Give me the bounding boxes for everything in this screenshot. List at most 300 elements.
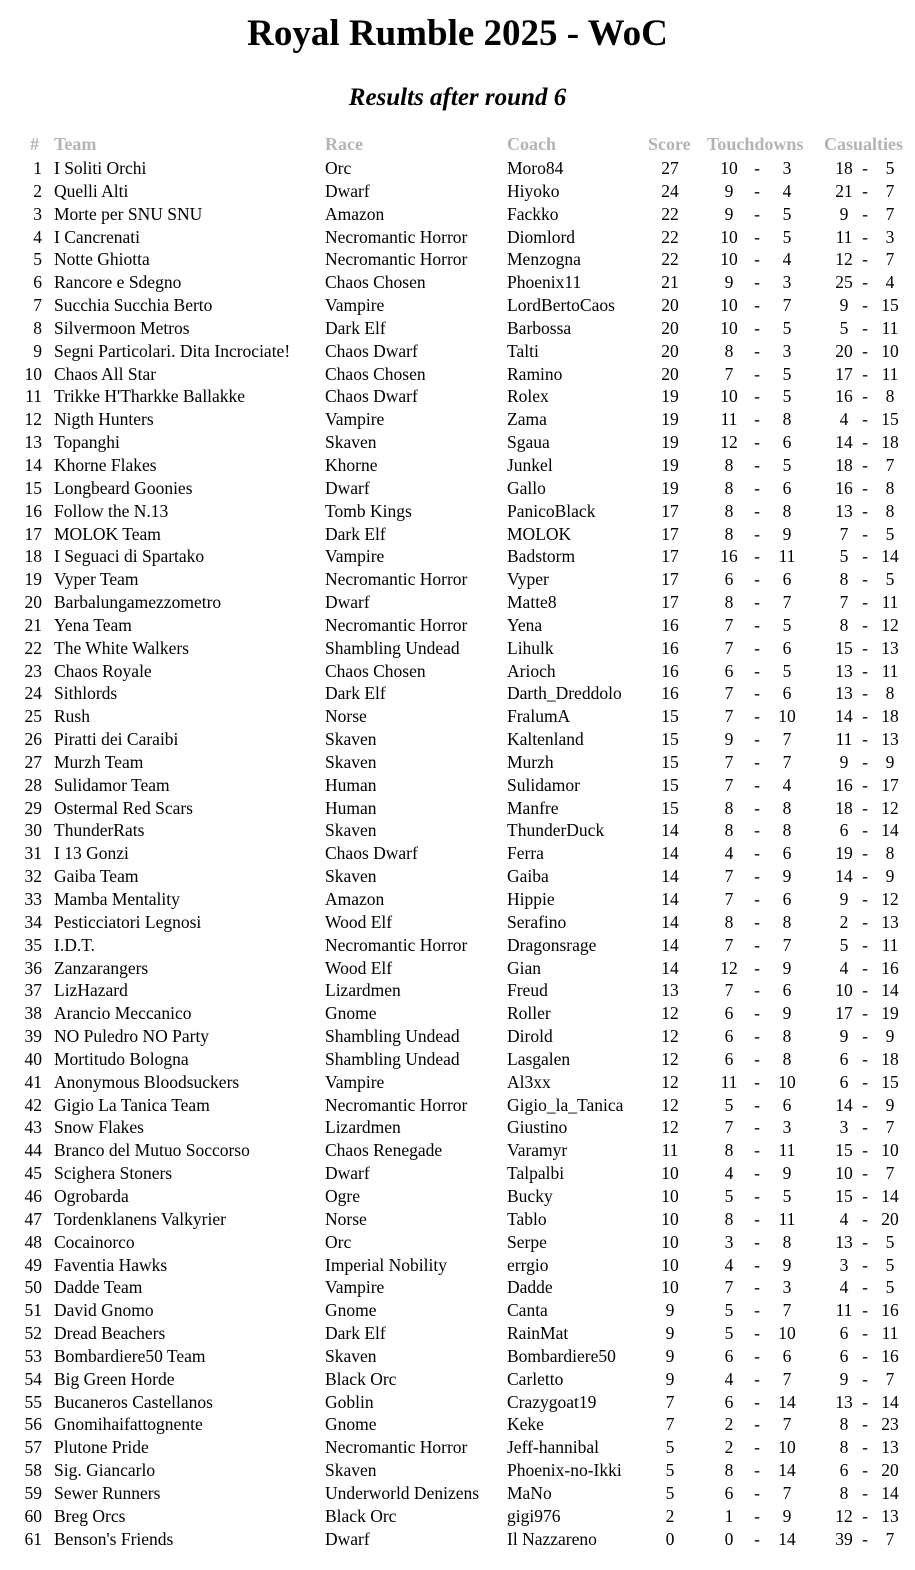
coach-cell: Jeff-hannibal bbox=[507, 1437, 600, 1458]
casualties-separator: - bbox=[862, 158, 868, 178]
coach-cell: MaNo bbox=[507, 1482, 552, 1503]
score-cell: 14 bbox=[661, 820, 679, 841]
casualties-separator: - bbox=[862, 340, 868, 361]
touchdowns-separator: - bbox=[754, 980, 760, 1001]
casualties-for-cell: 12 bbox=[835, 249, 853, 270]
casualties-against-cell: 14 bbox=[881, 546, 899, 567]
coach-cell: Gigio_la_Tanica bbox=[507, 1094, 624, 1115]
casualties-against-cell: 9 bbox=[885, 866, 895, 887]
casualties-against-cell: 16 bbox=[881, 1300, 899, 1321]
team-cell: Notte Ghiotta bbox=[54, 249, 150, 270]
casualties-for-cell: 19 bbox=[835, 843, 853, 864]
team-cell: Pesticciatori Legnosi bbox=[54, 911, 202, 932]
table-row bbox=[0, 431, 915, 454]
race-cell: Dark Elf bbox=[325, 1323, 386, 1344]
casualties-for-cell: 14 bbox=[835, 1094, 853, 1115]
team-cell: Bucaneros Castellanos bbox=[54, 1391, 213, 1412]
table-row bbox=[0, 1025, 915, 1048]
touchdowns-separator: - bbox=[754, 957, 760, 978]
casualties-for-cell: 14 bbox=[835, 432, 853, 453]
casualties-against-cell: 18 bbox=[881, 706, 899, 727]
casualties-against-cell: 11 bbox=[881, 317, 899, 338]
casualties-for-cell: 14 bbox=[835, 706, 853, 727]
coach-cell: Al3xx bbox=[507, 1071, 551, 1092]
table-row bbox=[0, 317, 915, 340]
team-cell: Branco del Mutuo Soccorso bbox=[54, 1140, 250, 1161]
score-cell: 15 bbox=[661, 797, 679, 818]
casualties-against-cell: 5 bbox=[885, 1231, 895, 1252]
team-cell: Silvermoon Metros bbox=[54, 317, 190, 338]
coach-cell: PanicoBlack bbox=[507, 500, 596, 521]
rank-cell: 29 bbox=[24, 797, 42, 818]
score-cell: 10 bbox=[661, 1185, 679, 1206]
casualties-separator: - bbox=[862, 1528, 868, 1549]
score-cell: 16 bbox=[661, 660, 679, 681]
touchdowns-separator: - bbox=[754, 706, 760, 727]
score-cell: 5 bbox=[665, 1482, 675, 1503]
race-cell: Imperial Nobility bbox=[325, 1254, 447, 1275]
casualties-for-cell: 25 bbox=[835, 272, 853, 293]
touchdowns-for-cell: 6 bbox=[724, 1391, 734, 1412]
casualties-separator: - bbox=[862, 363, 868, 384]
race-cell: Black Orc bbox=[325, 1368, 397, 1389]
rank-cell: 8 bbox=[33, 317, 42, 338]
touchdowns-separator: - bbox=[754, 1231, 760, 1252]
casualties-separator: - bbox=[862, 569, 868, 590]
touchdowns-against-cell: 11 bbox=[778, 1140, 796, 1161]
touchdowns-against-cell: 6 bbox=[782, 1094, 792, 1115]
table-row bbox=[0, 979, 915, 1002]
touchdowns-separator: - bbox=[754, 843, 760, 864]
touchdowns-separator: - bbox=[754, 158, 760, 178]
coach-cell: Crazygoat19 bbox=[507, 1391, 597, 1412]
casualties-for-cell: 9 bbox=[839, 1368, 849, 1389]
race-cell: Tomb Kings bbox=[325, 500, 412, 521]
coach-cell: Freud bbox=[507, 980, 548, 1001]
casualties-against-cell: 5 bbox=[885, 1277, 895, 1298]
score-cell: 9 bbox=[665, 1345, 675, 1366]
casualties-separator: - bbox=[862, 1482, 868, 1503]
touchdowns-separator: - bbox=[754, 774, 760, 795]
touchdowns-separator: - bbox=[754, 660, 760, 681]
casualties-separator: - bbox=[862, 1117, 868, 1138]
touchdowns-against-cell: 10 bbox=[778, 1323, 796, 1344]
score-cell: 12 bbox=[661, 1026, 679, 1047]
table-header bbox=[0, 134, 915, 156]
touchdowns-separator: - bbox=[754, 729, 760, 750]
coach-cell: Lihulk bbox=[507, 637, 554, 658]
coach-cell: Ferra bbox=[507, 843, 544, 864]
touchdowns-for-cell: 12 bbox=[720, 957, 738, 978]
table-row bbox=[0, 1116, 915, 1139]
team-cell: I 13 Gonzi bbox=[54, 843, 129, 864]
casualties-for-cell: 4 bbox=[839, 1208, 849, 1229]
touchdowns-for-cell: 12 bbox=[720, 432, 738, 453]
team-cell: LizHazard bbox=[54, 980, 128, 1001]
casualties-against-cell: 7 bbox=[885, 1528, 895, 1549]
table-row bbox=[0, 1254, 915, 1277]
team-cell: Yena Team bbox=[54, 614, 132, 635]
casualties-separator: - bbox=[862, 797, 868, 818]
score-cell: 19 bbox=[661, 454, 679, 475]
coach-cell: Il Nazzareno bbox=[507, 1528, 597, 1549]
coach-cell: Canta bbox=[507, 1300, 548, 1321]
team-cell: Gigio La Tanica Team bbox=[54, 1094, 210, 1115]
score-cell: 10 bbox=[661, 1231, 679, 1252]
coach-cell: Manfre bbox=[507, 797, 559, 818]
casualties-for-cell: 13 bbox=[835, 683, 853, 704]
race-cell: Amazon bbox=[325, 889, 385, 909]
coach-cell: Dadde bbox=[507, 1277, 553, 1298]
team-cell: NO Puledro NO Party bbox=[54, 1026, 210, 1047]
casualties-for-cell: 6 bbox=[839, 1071, 849, 1092]
team-cell: Trikke H'Tharkke Ballakke bbox=[54, 386, 246, 407]
score-cell: 12 bbox=[661, 1071, 679, 1092]
touchdowns-separator: - bbox=[754, 432, 760, 453]
casualties-separator: - bbox=[862, 1094, 868, 1115]
touchdowns-against-cell: 5 bbox=[782, 203, 792, 224]
coach-cell: Talti bbox=[507, 340, 539, 361]
casualties-for-cell: 17 bbox=[835, 363, 853, 384]
coach-cell: Talpalbi bbox=[507, 1163, 565, 1184]
rank-cell: 47 bbox=[24, 1208, 42, 1229]
table-row bbox=[0, 340, 915, 363]
touchdowns-separator: - bbox=[754, 911, 760, 932]
table-row bbox=[0, 842, 915, 865]
rank-cell: 43 bbox=[24, 1117, 42, 1138]
table-row bbox=[0, 477, 915, 500]
touchdowns-for-cell: 2 bbox=[724, 1414, 734, 1435]
rank-cell: 32 bbox=[24, 866, 42, 887]
casualties-separator: - bbox=[862, 180, 868, 201]
race-cell: Vampire bbox=[325, 546, 385, 567]
casualties-for-cell: 16 bbox=[835, 477, 853, 498]
touchdowns-separator: - bbox=[754, 614, 760, 635]
touchdowns-for-cell: 6 bbox=[724, 1345, 734, 1366]
touchdowns-against-cell: 9 bbox=[782, 1163, 792, 1184]
team-cell: Benson's Friends bbox=[54, 1528, 174, 1549]
race-cell: Skaven bbox=[325, 866, 377, 887]
rank-cell: 23 bbox=[24, 660, 42, 681]
coach-cell: ThunderDuck bbox=[507, 820, 605, 841]
team-cell: Gnomihaifattognente bbox=[54, 1414, 203, 1435]
casualties-for-cell: 11 bbox=[835, 226, 853, 247]
casualties-for-cell: 3 bbox=[839, 1117, 849, 1138]
table-row bbox=[0, 705, 915, 728]
race-cell: Amazon bbox=[325, 203, 385, 224]
race-cell: Wood Elf bbox=[325, 957, 393, 978]
casualties-against-cell: 14 bbox=[881, 980, 899, 1001]
touchdowns-for-cell: 7 bbox=[724, 866, 734, 887]
team-cell: I Soliti Orchi bbox=[54, 158, 147, 178]
touchdowns-against-cell: 5 bbox=[782, 226, 792, 247]
casualties-for-cell: 8 bbox=[839, 614, 849, 635]
casualties-against-cell: 20 bbox=[881, 1208, 899, 1229]
table-row bbox=[0, 1413, 915, 1436]
coach-cell: Dirold bbox=[507, 1026, 553, 1047]
casualties-against-cell: 7 bbox=[885, 1163, 895, 1184]
coach-cell: Gian bbox=[507, 957, 542, 978]
touchdowns-separator: - bbox=[754, 226, 760, 247]
touchdowns-for-cell: 7 bbox=[724, 1277, 734, 1298]
rank-cell: 20 bbox=[24, 592, 42, 613]
rank-cell: 34 bbox=[24, 911, 42, 932]
casualties-for-cell: 16 bbox=[835, 386, 853, 407]
table-row bbox=[0, 157, 915, 180]
coach-cell: Phoenix11 bbox=[507, 272, 582, 293]
casualties-against-cell: 5 bbox=[885, 1254, 895, 1275]
touchdowns-separator: - bbox=[754, 203, 760, 224]
touchdowns-separator: - bbox=[754, 477, 760, 498]
casualties-separator: - bbox=[862, 1323, 868, 1344]
touchdowns-for-cell: 10 bbox=[720, 158, 738, 178]
team-cell: Longbeard Goonies bbox=[54, 477, 193, 498]
casualties-against-cell: 8 bbox=[885, 386, 895, 407]
touchdowns-against-cell: 3 bbox=[782, 1117, 792, 1138]
race-cell: Skaven bbox=[325, 1460, 377, 1481]
casualties-against-cell: 11 bbox=[881, 592, 899, 613]
score-cell: 22 bbox=[661, 203, 679, 224]
rank-cell: 40 bbox=[24, 1048, 42, 1069]
rank-cell: 44 bbox=[24, 1140, 42, 1161]
casualties-for-cell: 18 bbox=[835, 797, 853, 818]
casualties-against-cell: 9 bbox=[885, 1026, 895, 1047]
coach-cell: RainMat bbox=[507, 1323, 569, 1344]
coach-cell: Zama bbox=[507, 409, 547, 430]
rank-cell: 58 bbox=[24, 1460, 42, 1481]
touchdowns-separator: - bbox=[754, 1163, 760, 1184]
casualties-against-cell: 13 bbox=[881, 637, 899, 658]
casualties-against-cell: 15 bbox=[881, 409, 899, 430]
casualties-separator: - bbox=[862, 980, 868, 1001]
race-cell: Necromantic Horror bbox=[325, 226, 468, 247]
casualties-for-cell: 18 bbox=[835, 158, 853, 178]
coach-cell: Sulidamor bbox=[507, 774, 580, 795]
touchdowns-separator: - bbox=[754, 180, 760, 201]
rank-cell: 10 bbox=[24, 363, 42, 384]
score-cell: 15 bbox=[661, 751, 679, 772]
score-cell: 20 bbox=[661, 317, 679, 338]
team-cell: Bombardiere50 Team bbox=[54, 1345, 206, 1366]
score-cell: 17 bbox=[661, 500, 679, 521]
coach-cell: MOLOK bbox=[507, 523, 572, 544]
touchdowns-against-cell: 7 bbox=[782, 1482, 792, 1503]
touchdowns-against-cell: 7 bbox=[782, 934, 792, 955]
touchdowns-against-cell: 8 bbox=[782, 1026, 792, 1047]
casualties-for-cell: 4 bbox=[839, 409, 849, 430]
table-row bbox=[0, 1048, 915, 1071]
touchdowns-separator: - bbox=[754, 1482, 760, 1503]
casualties-against-cell: 19 bbox=[881, 1003, 899, 1024]
rank-cell: 41 bbox=[24, 1071, 42, 1092]
touchdowns-separator: - bbox=[754, 1528, 760, 1549]
touchdowns-against-cell: 10 bbox=[778, 1437, 796, 1458]
touchdowns-against-cell: 7 bbox=[782, 295, 792, 316]
casualties-for-cell: 11 bbox=[835, 1300, 853, 1321]
team-cell: Vyper Team bbox=[54, 569, 139, 590]
casualties-separator: - bbox=[862, 249, 868, 270]
casualties-against-cell: 8 bbox=[885, 843, 895, 864]
casualties-for-cell: 8 bbox=[839, 1482, 849, 1503]
coach-cell: Keke bbox=[507, 1414, 544, 1435]
team-cell: Gaiba Team bbox=[54, 866, 139, 887]
race-cell: Chaos Chosen bbox=[325, 272, 426, 293]
coach-cell: Fackko bbox=[507, 203, 559, 224]
casualties-for-cell: 9 bbox=[839, 751, 849, 772]
team-cell: MOLOK Team bbox=[54, 523, 161, 544]
score-cell: 15 bbox=[661, 774, 679, 795]
touchdowns-against-cell: 6 bbox=[782, 683, 792, 704]
casualties-separator: - bbox=[862, 1345, 868, 1366]
casualties-for-cell: 13 bbox=[835, 1391, 853, 1412]
casualties-against-cell: 10 bbox=[881, 1140, 899, 1161]
casualties-against-cell: 12 bbox=[881, 889, 899, 909]
race-cell: Khorne bbox=[325, 454, 378, 475]
casualties-for-cell: 15 bbox=[835, 1140, 853, 1161]
casualties-separator: - bbox=[862, 592, 868, 613]
casualties-for-cell: 4 bbox=[839, 1277, 849, 1298]
touchdowns-against-cell: 6 bbox=[782, 889, 792, 909]
casualties-separator: - bbox=[862, 934, 868, 955]
table-row bbox=[0, 774, 915, 797]
casualties-separator: - bbox=[862, 1231, 868, 1252]
touchdowns-against-cell: 6 bbox=[782, 432, 792, 453]
rank-cell: 27 bbox=[24, 751, 42, 772]
casualties-against-cell: 12 bbox=[881, 797, 899, 818]
coach-cell: Moro84 bbox=[507, 158, 564, 178]
race-cell: Necromantic Horror bbox=[325, 1094, 468, 1115]
touchdowns-against-cell: 8 bbox=[782, 1048, 792, 1069]
casualties-for-cell: 2 bbox=[839, 911, 849, 932]
race-cell: Skaven bbox=[325, 751, 377, 772]
race-cell: Lizardmen bbox=[325, 980, 401, 1001]
casualties-against-cell: 7 bbox=[885, 203, 895, 224]
table-row bbox=[0, 591, 915, 614]
casualties-for-cell: 3 bbox=[839, 1254, 849, 1275]
race-cell: Dwarf bbox=[325, 592, 370, 613]
touchdowns-against-cell: 7 bbox=[782, 1414, 792, 1435]
rank-cell: 31 bbox=[24, 843, 42, 864]
casualties-against-cell: 18 bbox=[881, 432, 899, 453]
score-cell: 14 bbox=[661, 866, 679, 887]
touchdowns-separator: - bbox=[754, 1323, 760, 1344]
casualties-against-cell: 7 bbox=[885, 1368, 895, 1389]
touchdowns-for-cell: 9 bbox=[724, 180, 734, 201]
page-title: Royal Rumble 2025 - WoC bbox=[247, 13, 668, 54]
casualties-against-cell: 13 bbox=[881, 1437, 899, 1458]
rank-cell: 52 bbox=[24, 1323, 42, 1344]
score-cell: 19 bbox=[661, 477, 679, 498]
casualties-separator: - bbox=[862, 1208, 868, 1229]
touchdowns-for-cell: 8 bbox=[724, 1208, 734, 1229]
touchdowns-separator: - bbox=[754, 409, 760, 430]
touchdowns-for-cell: 7 bbox=[724, 363, 734, 384]
team-cell: Murzh Team bbox=[54, 751, 144, 772]
casualties-for-cell: 6 bbox=[839, 1460, 849, 1481]
casualties-separator: - bbox=[862, 1368, 868, 1389]
race-cell: Chaos Renegade bbox=[325, 1140, 443, 1161]
touchdowns-against-cell: 8 bbox=[782, 820, 792, 841]
casualties-separator: - bbox=[862, 454, 868, 475]
rank-cell: 16 bbox=[24, 500, 42, 521]
coach-cell: FralumA bbox=[507, 706, 571, 727]
race-cell: Gnome bbox=[325, 1003, 377, 1024]
casualties-for-cell: 7 bbox=[839, 523, 849, 544]
touchdowns-against-cell: 8 bbox=[782, 797, 792, 818]
casualties-against-cell: 18 bbox=[881, 1048, 899, 1069]
race-cell: Norse bbox=[325, 1208, 367, 1229]
touchdowns-against-cell: 6 bbox=[782, 569, 792, 590]
race-cell: Dwarf bbox=[325, 477, 370, 498]
race-cell: Shambling Undead bbox=[325, 1048, 460, 1069]
rank-cell: 54 bbox=[24, 1368, 42, 1389]
race-cell: Dwarf bbox=[325, 180, 370, 201]
touchdowns-separator: - bbox=[754, 272, 760, 293]
casualties-separator: - bbox=[862, 729, 868, 750]
team-cell: Cocainorco bbox=[54, 1231, 135, 1252]
score-cell: 12 bbox=[661, 1117, 679, 1138]
casualties-separator: - bbox=[862, 1140, 868, 1161]
casualties-separator: - bbox=[862, 1185, 868, 1206]
coach-cell: Varamyr bbox=[507, 1140, 568, 1161]
touchdowns-for-cell: 6 bbox=[724, 1003, 734, 1024]
page-subtitle: Results after round 6 bbox=[348, 84, 567, 111]
touchdowns-for-cell: 5 bbox=[724, 1300, 734, 1321]
rank-cell: 5 bbox=[33, 249, 42, 270]
casualties-for-cell: 39 bbox=[835, 1528, 853, 1549]
table-row bbox=[0, 1505, 915, 1528]
touchdowns-separator: - bbox=[754, 1094, 760, 1115]
header-coach: Coach bbox=[507, 134, 556, 154]
casualties-against-cell: 7 bbox=[885, 180, 895, 201]
team-cell: Sithlords bbox=[54, 683, 118, 704]
team-cell: Mamba Mentality bbox=[54, 889, 180, 909]
team-cell: Anonymous Bloodsuckers bbox=[54, 1071, 240, 1092]
rank-cell: 39 bbox=[24, 1026, 42, 1047]
touchdowns-against-cell: 11 bbox=[778, 1208, 796, 1229]
team-cell: Chaos Royale bbox=[54, 660, 152, 681]
casualties-against-cell: 8 bbox=[885, 477, 895, 498]
touchdowns-separator: - bbox=[754, 454, 760, 475]
casualties-separator: - bbox=[862, 477, 868, 498]
touchdowns-for-cell: 8 bbox=[724, 500, 734, 521]
team-cell: Follow the N.13 bbox=[54, 500, 169, 521]
score-cell: 9 bbox=[665, 1368, 675, 1389]
touchdowns-for-cell: 8 bbox=[724, 477, 734, 498]
race-cell: Necromantic Horror bbox=[325, 1437, 468, 1458]
touchdowns-for-cell: 6 bbox=[724, 1048, 734, 1069]
rank-cell: 24 bbox=[24, 683, 42, 704]
touchdowns-for-cell: 6 bbox=[724, 569, 734, 590]
touchdowns-for-cell: 9 bbox=[724, 729, 734, 750]
team-cell: Barbalungamezzometro bbox=[54, 592, 222, 613]
table-row bbox=[0, 1208, 915, 1231]
table-row bbox=[0, 1299, 915, 1322]
touchdowns-for-cell: 7 bbox=[724, 934, 734, 955]
casualties-separator: - bbox=[862, 1277, 868, 1298]
casualties-for-cell: 11 bbox=[835, 729, 853, 750]
touchdowns-separator: - bbox=[754, 1026, 760, 1047]
touchdowns-for-cell: 7 bbox=[724, 637, 734, 658]
touchdowns-separator: - bbox=[754, 317, 760, 338]
casualties-separator: - bbox=[862, 523, 868, 544]
score-cell: 14 bbox=[661, 911, 679, 932]
team-cell: Big Green Horde bbox=[54, 1368, 175, 1389]
touchdowns-for-cell: 4 bbox=[724, 1163, 734, 1184]
table-row bbox=[0, 180, 915, 203]
touchdowns-for-cell: 7 bbox=[724, 751, 734, 772]
score-cell: 20 bbox=[661, 363, 679, 384]
